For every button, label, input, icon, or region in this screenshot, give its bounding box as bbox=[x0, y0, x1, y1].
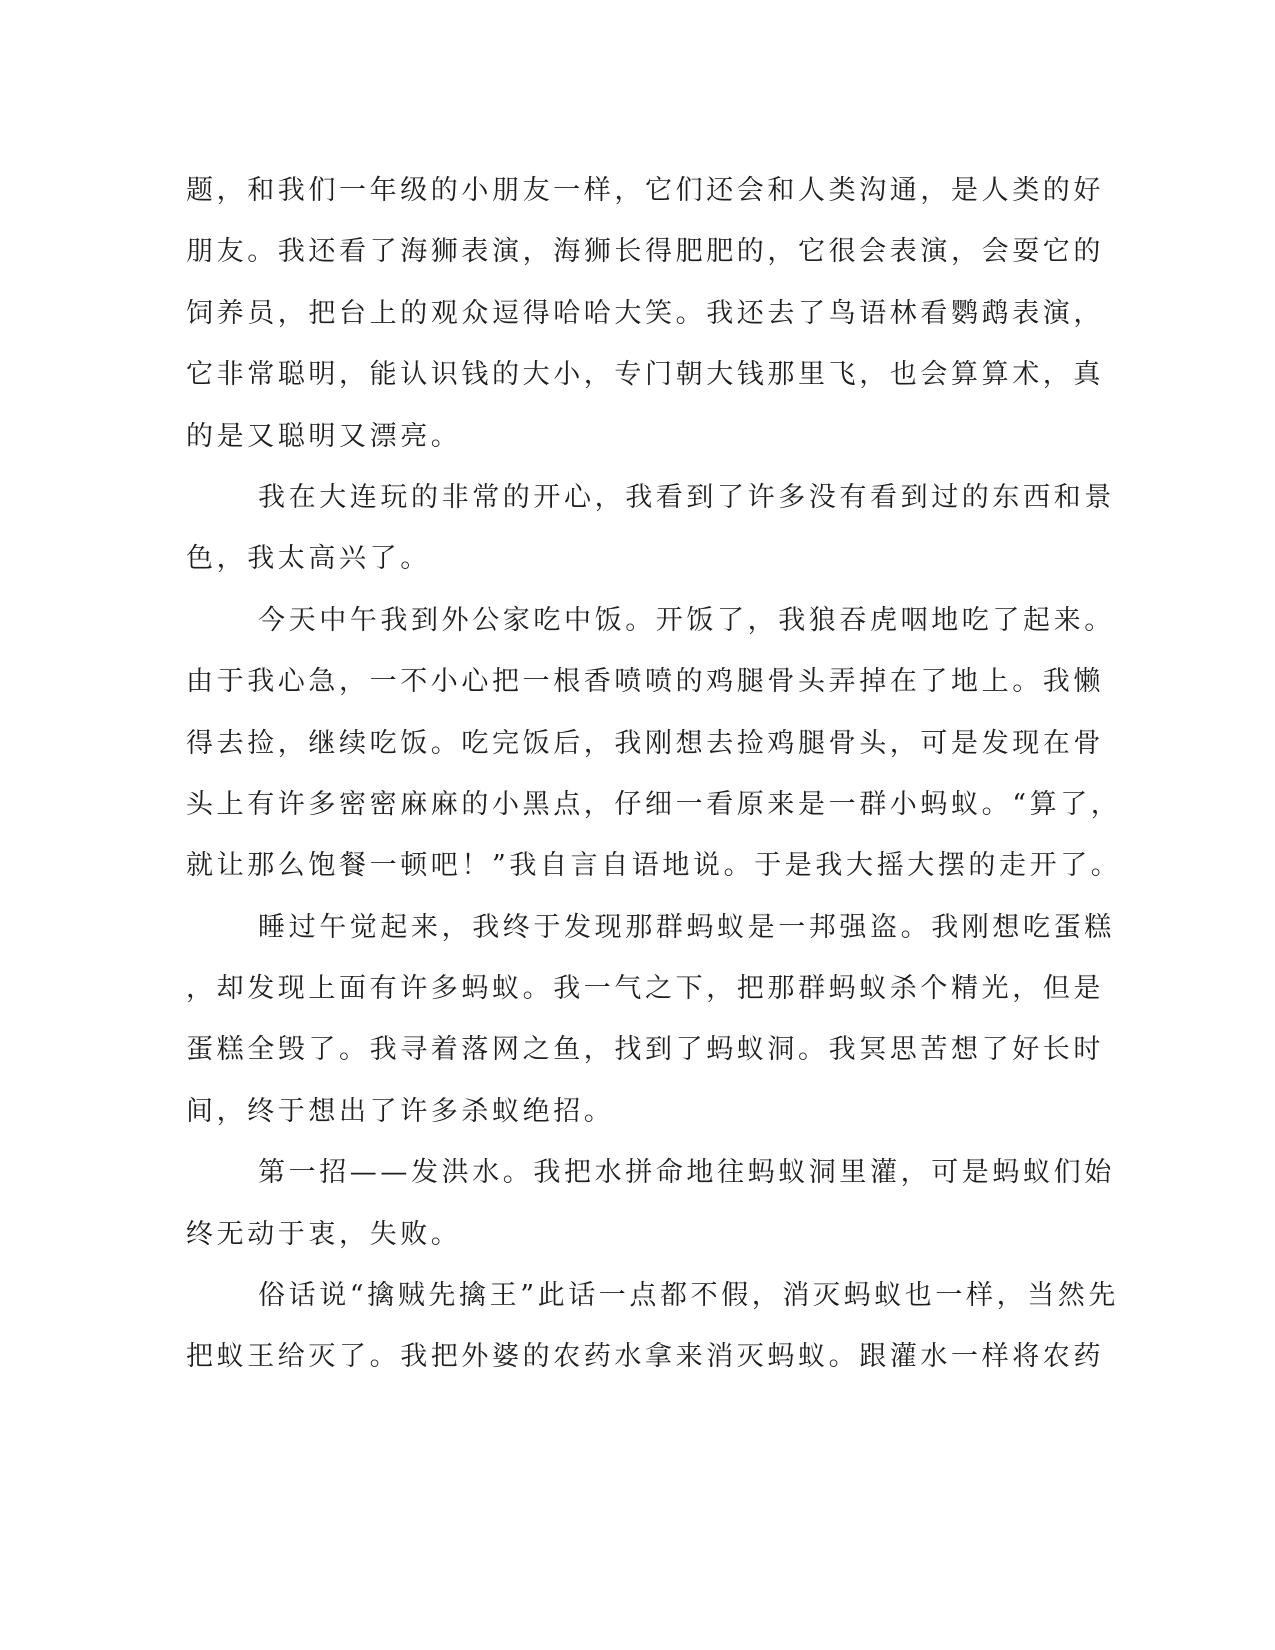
text-line: 饲养员，把台上的观众逗得哈哈大笑。我还去了鸟语林看鹦鹉表演， bbox=[186, 297, 1104, 329]
text-line: 的是又聪明又漂亮。 bbox=[186, 420, 462, 452]
text-line: 终无动于衷，失败。 bbox=[186, 1218, 462, 1250]
text-line: 题，和我们一年级的小朋友一样，它们还会和人类沟通，是人类的好 bbox=[186, 175, 1104, 206]
text-line: 就让那么饱餐一顿吧！”我自言自语地说。于是我大摇大摆的走开了。 bbox=[186, 850, 1122, 882]
text-line: 间，终于想出了许多杀蚁绝招。 bbox=[186, 1095, 615, 1127]
text-line: 朋友。我还看了海狮表演，海狮长得肥肥的，它很会表演，会耍它的 bbox=[186, 236, 1104, 268]
text-line: ，却发现上面有许多蚂蚁。我一气之下，把那群蚂蚁杀个精光，但是 bbox=[186, 973, 1104, 1005]
text-line: 它非常聪明，能认识钱的大小，专门朝大钱那里飞，也会算算术，真 bbox=[186, 359, 1104, 391]
paragraph-first-line: 俗话说“擒贼先擒王”此话一点都不假，消灭蚂蚁也一样，当然先 bbox=[258, 1280, 1120, 1312]
text-line: 由于我心急，一不小心把一根香喷喷的鸡腿骨头弄掉在了地上。我懒 bbox=[186, 666, 1104, 698]
text-line: 色，我太高兴了。 bbox=[186, 543, 431, 575]
text-line: 头上有许多密密麻麻的小黑点，仔细一看原来是一群小蚂蚁。“算了， bbox=[186, 788, 1122, 820]
text-line: 蛋糕全毁了。我寻着落网之鱼，找到了蚂蚁洞。我冥思苦想了好长时 bbox=[186, 1034, 1104, 1066]
text-line: 把蚁王给灭了。我把外婆的农药水拿来消灭蚂蚁。跟灌水一样将农药 bbox=[186, 1341, 1104, 1373]
body-text bbox=[186, 160, 1122, 1388]
paragraph-first-line: 今天中午我到外公家吃中饭。开饭了，我狼吞虎咽地吃了起来。 bbox=[258, 604, 1115, 636]
paragraph-first-line: 第一招——发洪水。我把水拼命地往蚂蚁洞里灌，可是蚂蚁们始 bbox=[258, 1157, 1115, 1189]
text-line: 得去捡，继续吃饭。吃完饭后，我刚想去捡鸡腿骨头，可是发现在骨 bbox=[186, 727, 1104, 759]
paragraph-first-line: 我在大连玩的非常的开心，我看到了许多没有看到过的东西和景 bbox=[258, 481, 1115, 513]
paragraph-first-line: 睡过午觉起来，我终于发现那群蚂蚁是一邦强盗。我刚想吃蛋糕 bbox=[258, 911, 1115, 943]
